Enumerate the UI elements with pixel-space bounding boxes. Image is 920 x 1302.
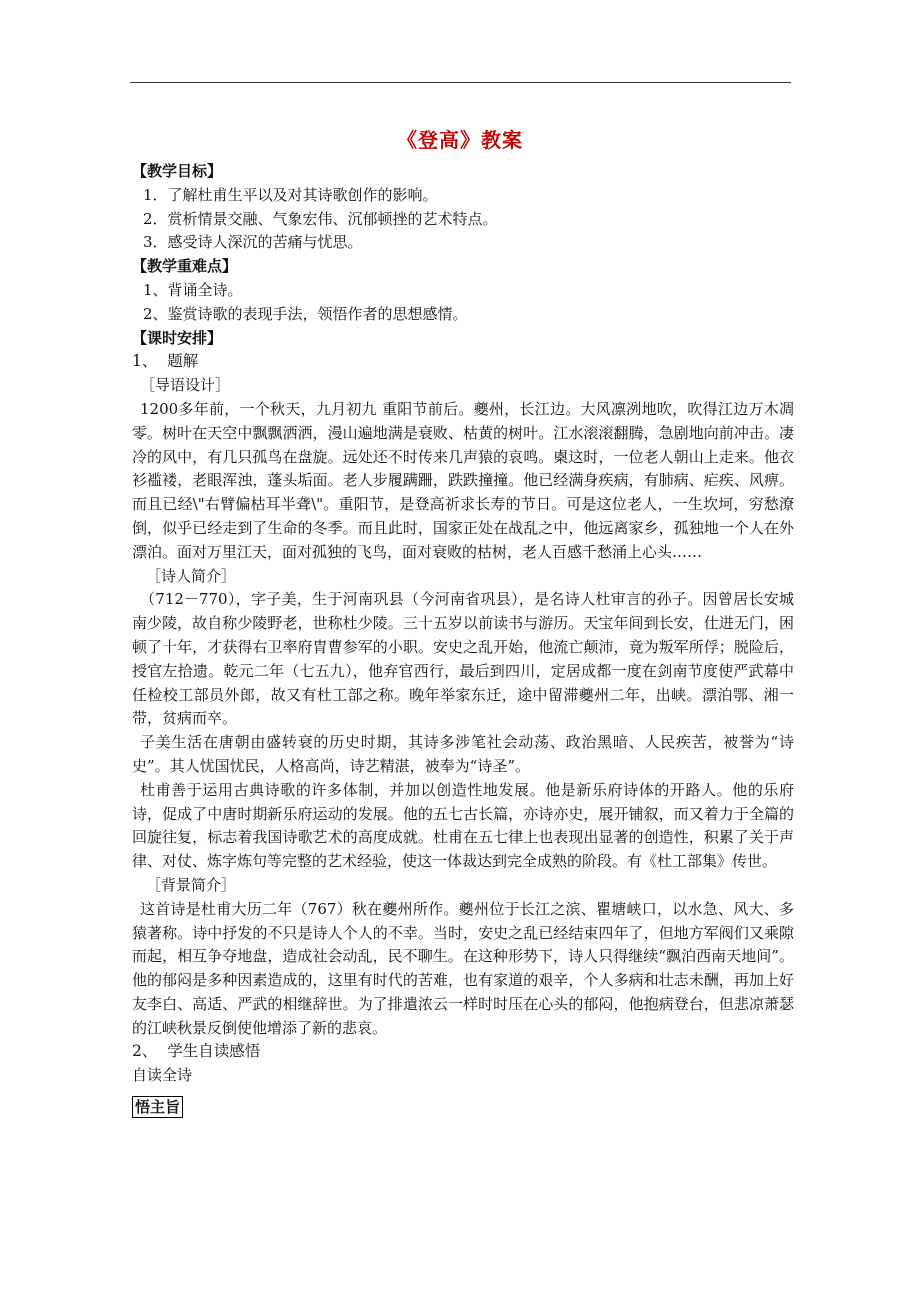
key-point-item: 2、鉴赏诗歌的表现手法，领悟作者的思想感情。	[143, 304, 468, 323]
document-body	[132, 160, 794, 1120]
poet-paragraph: （712－770），字子美，生于河南巩县（今河南省巩县），是名诗人杜审言的孙子。因曾居长安城南少陵，故自称少陵野老，世称杜少陵。三十五岁以前读书与游历。天宝年间到长安，仕进无门，困顿了十年，才获得右卫率府胄曹参军的小职。安史之乱开始，他流亡颠沛，竟为叛军所俘；脱险后，授官左拾遗。乾元二年（七五九），他弃官西行，最后到四川，定居成都一度在剑南节度使严武幕中任检校工部员外郎，故又有杜工部之称。晚年举家东迁，途中留滞夔州二年，出峡。漂泊鄂、湘一带，贫病而卒。	[132, 590, 794, 728]
objective-item: 2．赏析情景交融、气象宏伟、沉郁顿挫的艺术特点。	[143, 209, 498, 228]
poet-label: ［诗人简介］	[146, 566, 237, 585]
key-points-heading: 【教学重难点】	[132, 257, 238, 276]
document-title: 《登高》教案	[397, 128, 523, 152]
background-label: ［背景简介］	[146, 875, 237, 894]
poet-paragraph: 杜甫善于运用古典诗歌的许多体制，并加以创造性地发展。他是新乐府诗体的开路人。他的乐府诗，促成了中唐时期新乐府运动的发展。他的五七古长篇，亦诗亦史，展开铺叙，而又着力于全篇的回旋往复，标志着我国诗歌艺术的高度成就。杜甫在五七律上也表现出显著的创造性，积累了关于声律、对仗、炼字炼句等完整的艺术经验，使这一体裁达到完全成熟的阶段。有《杜工部集》传世。	[132, 780, 794, 871]
header-rule	[130, 82, 791, 83]
intro-label: ［导语设计］	[140, 376, 231, 395]
intro-text: 1200多年前，一个秋天，九月初九 重阳节前后。夔州，长江边。大风凛冽地吹，吹得江边万木凋零。树叶在天空中飘飘洒洒，漫山遍地满是衰败、枯黄的树叶。江水滚滚翻腾，急剧地向前冲击。凄冷的风中，有几只孤鸟在盘旋。远处还不时传来几声猿的哀鸣。㮚这时，一位老人朝山上走来。他衣衫褴褛，老眼浑浊，蓬头垢面。老人步履蹒跚，跌跌撞撞。他已经满身疾病，有肺病、疟疾、风痹。而且已经\"右臂偏枯耳半聋\"。重阳节，是登高祈求长寿的节日。可是这位老人，一生坎坷，穷愁潦倒，似乎已经走到了生命的冬季。而且此时，国家正处在战乱之中，他远离家乡，孤独地一个人在外漂泊。面对万里江天，面对孤独的飞鸟，面对衰败的枯树，老人百感千愁涌上心头……	[132, 399, 794, 561]
key-point-item: 1、背诵全诗。	[143, 280, 243, 299]
section2-line: 自读全诗	[132, 1066, 193, 1085]
schedule-heading: 【课时安排】	[132, 328, 223, 347]
section2-heading: 2、 学生自读感悟	[132, 1042, 261, 1061]
objective-item: 1．了解杜甫生平以及对其诗歌创作的影响。	[143, 185, 438, 204]
poet-paragraph: 子美生活在唐朝由盛转衰的历史时期，其诗多涉笔社会动荡、政治黑暗、人民疾苦，被誉为“诗史”。其人忧国忧民，人格高尚，诗艺精湛，被奉为“诗圣”。	[132, 733, 794, 775]
objective-item: 3．感受诗人深沉的苦痛与忧思。	[143, 233, 363, 252]
background-text: 这首诗是杜甫大历二年（767）秋在夔州所作。夔州位于长江之滨、瞿塘峡口，以水急、风大、多猿著称。诗中抒发的不只是诗人个人的不幸。当时，安史之乱已经结束四年了，但地方军阀们又乘隙而起，相互争夺地盘，造成社会动乱，民不聊生。在这种形势下，诗人只得继续“飘泊西南天地间”。他的郁闷是多种因素造成的，这里有时代的苦难，也有家道的艰辛，个人多病和壮志未酬，再加上好友李白、高适、严武的相继辞世。为了排遣浓云一样时时压在心头的郁闷，他抱病登台，但悲凉萧瑟的江峡秋景反倒使他增添了新的悲哀。	[132, 899, 794, 1037]
objectives-heading: 【教学目标】	[132, 162, 223, 180]
boxed-label: 悟主旨	[132, 1096, 183, 1118]
section1-heading: 1、 题解	[132, 352, 199, 371]
